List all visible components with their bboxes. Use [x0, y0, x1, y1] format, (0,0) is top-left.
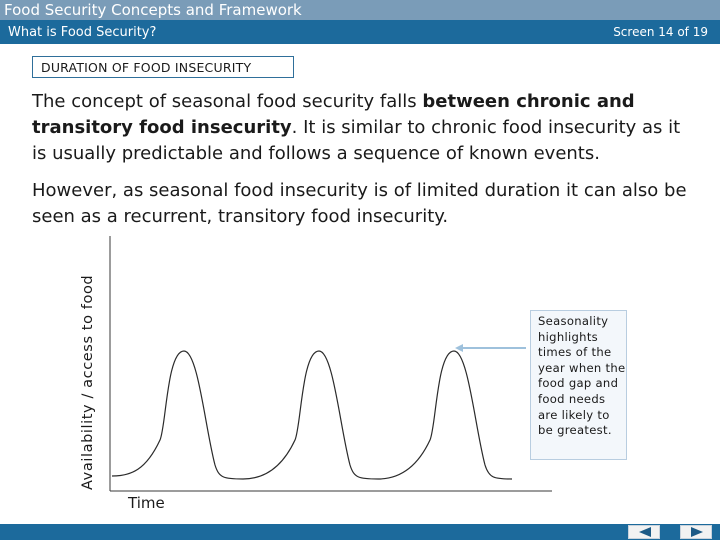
next-screen-button[interactable]: [680, 525, 712, 539]
triangle-left-icon: [638, 527, 652, 537]
seasonal-cycle-curve: [112, 351, 512, 479]
paragraph-emphasis: between chronic and transitory food insecurity: [32, 91, 635, 138]
footer-bar: [0, 524, 720, 540]
seasonality-callout: Seasonality highlights times of the year when the food gap and food needs are likely to be greatest.: [530, 310, 627, 460]
paragraph-text: The concept of seasonal food security falls: [32, 91, 423, 112]
previous-screen-button[interactable]: [628, 525, 660, 539]
callout-arrow-head: [455, 344, 463, 352]
triangle-right-icon: [690, 527, 704, 537]
screen-counter: Screen 14 of 19: [613, 25, 708, 39]
app-title: Food Security Concepts and Framework: [4, 1, 302, 19]
screen-name: What is Food Security?: [8, 25, 157, 40]
paragraph-text: . It is similar to chronic food insecurity as it is usually predictable and follows a sequence of known events.: [32, 117, 681, 164]
section-heading: DURATION OF FOOD INSECURITY: [41, 60, 252, 75]
y-axis-label: Availability / access to food: [80, 274, 96, 490]
x-axis-label: Time: [128, 494, 165, 512]
paragraph-limited-duration: However, as seasonal food insecurity is of limited duration it can also be seen as a recurrent, transitory food insecurity.: [32, 180, 687, 227]
